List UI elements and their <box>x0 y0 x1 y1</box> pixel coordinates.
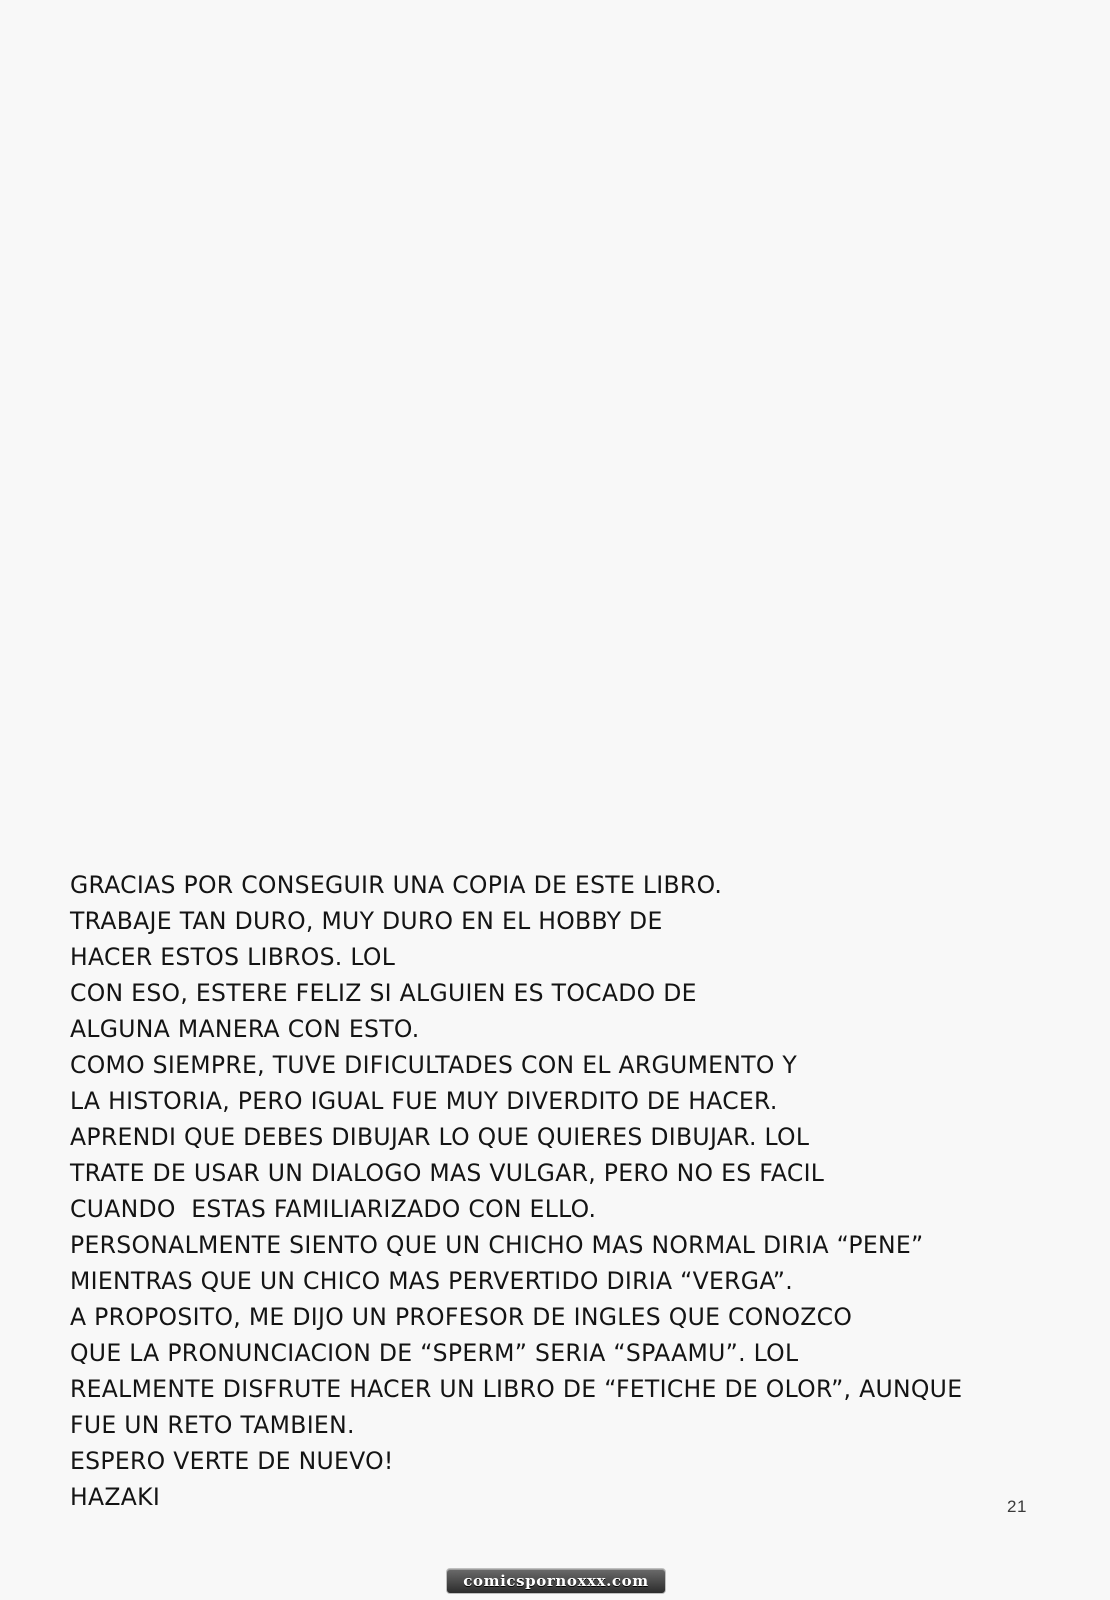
afterword-line-4: CON ESO, ESTERE FELIZ SI ALGUIEN ES TOCADO DE <box>70 979 697 1007</box>
watermark-text: comicspornoxxx.com <box>463 1572 649 1590</box>
page-number: 21 <box>1007 1497 1027 1516</box>
afterword-line-12: MIENTRAS QUE UN CHICO MAS PERVERTIDO DIRIA “VERGA”. <box>70 1267 794 1295</box>
afterword-line-15: REALMENTE DISFRUTE HACER UN LIBRO DE “FETICHE DE OLOR”, AUNQUE <box>70 1375 963 1403</box>
author-signature: HAZAKI <box>70 1483 161 1511</box>
afterword-line-17: ESPERO VERTE DE NUEVO! <box>70 1447 394 1475</box>
afterword-line-5: ALGUNA MANERA CON ESTO. <box>70 1015 420 1043</box>
afterword-line-6: COMO SIEMPRE, TUVE DIFICULTADES CON EL ARGUMENTO Y <box>70 1051 798 1079</box>
afterword-line-10: CUANDO ESTAS FAMILIARIZADO CON ELLO. <box>70 1195 597 1223</box>
afterword-text <box>70 867 1030 1515</box>
afterword-line-13: A PROPOSITO, ME DIJO UN PROFESOR DE INGLES QUE CONOZCO <box>70 1303 853 1331</box>
afterword-line-2: TRABAJE TAN DURO, MUY DURO EN EL HOBBY DE <box>70 907 663 935</box>
afterword-line-9: TRATE DE USAR UN DIALOGO MAS VULGAR, PERO NO ES FACIL <box>70 1159 825 1187</box>
watermark-badge <box>446 1568 666 1594</box>
afterword-line-14: QUE LA PRONUNCIACION DE “SPERM” SERIA “SPAAMU”. LOL <box>70 1339 799 1367</box>
afterword-line-16: FUE UN RETO TAMBIEN. <box>70 1411 355 1439</box>
afterword-line-8: APRENDI QUE DEBES DIBUJAR LO QUE QUIERES DIBUJAR. LOL <box>70 1123 810 1151</box>
afterword-line-7: LA HISTORIA, PERO IGUAL FUE MUY DIVERDITO DE HACER. <box>70 1087 778 1115</box>
afterword-line-11: PERSONALMENTE SIENTO QUE UN CHICHO MAS NORMAL DIRIA “PENE” <box>70 1231 924 1259</box>
afterword-line-3: HACER ESTOS LIBROS. LOL <box>70 943 396 971</box>
afterword-line-1: GRACIAS POR CONSEGUIR UNA COPIA DE ESTE LIBRO. <box>70 871 723 899</box>
